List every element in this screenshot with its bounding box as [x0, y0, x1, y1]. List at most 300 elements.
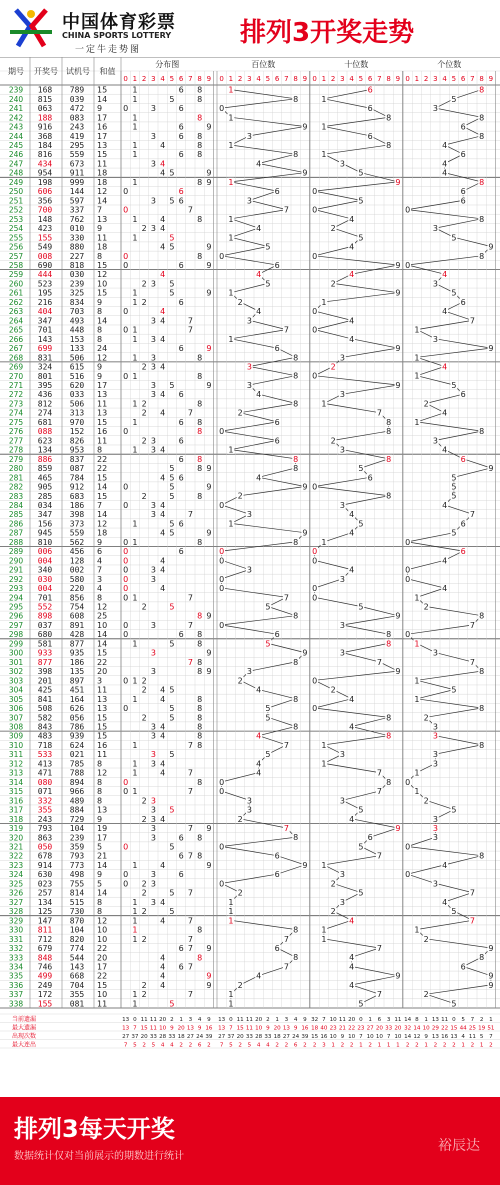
stat-value: 4	[160, 1042, 165, 1049]
period-cell: 308	[8, 722, 24, 732]
stat-value: 1	[179, 1017, 183, 1023]
stat-value: 11	[441, 1017, 449, 1023]
dist-mark: 0	[123, 537, 129, 547]
trend-point: 8	[293, 371, 299, 381]
trend-point: 4	[349, 270, 355, 280]
dist-mark: 9	[206, 344, 212, 354]
trend-point: 6	[367, 131, 373, 141]
period-cell: 270	[8, 371, 24, 381]
trend-point: 4	[349, 962, 355, 972]
header-sum: 和值	[99, 67, 116, 76]
dist-mark: 2	[141, 713, 147, 723]
trend-point: 6	[274, 944, 280, 954]
trial-cell: 128	[69, 556, 85, 566]
trend-point: 1	[321, 934, 327, 944]
trend-point: 4	[349, 334, 355, 344]
sum-cell: 22	[97, 971, 108, 981]
dist-mark: 9	[206, 611, 212, 621]
dist-mark: 0	[123, 371, 129, 381]
period-cell: 293	[8, 584, 24, 594]
trend-point: 4	[256, 731, 262, 741]
sum-cell: 19	[97, 824, 108, 834]
table-row	[9, 270, 165, 279]
number-cell: 712	[37, 934, 53, 944]
sum-cell: 11	[97, 159, 108, 169]
number-cell: 886	[37, 454, 53, 464]
trend-point: 2	[423, 990, 429, 1000]
stat-value: 11	[394, 1017, 402, 1023]
stat-value: 15	[140, 1025, 148, 1032]
digit-header: 0	[312, 75, 317, 83]
sum-cell: 13	[97, 704, 108, 714]
trial-cell: 493	[69, 316, 85, 326]
period-cell: 313	[8, 768, 24, 778]
number-cell: 848	[37, 953, 53, 963]
period-cell: 334	[8, 962, 24, 972]
number-cell: 746	[37, 962, 53, 972]
dist-mark: 6	[178, 150, 184, 160]
table-row	[9, 944, 212, 953]
stat-value: 1	[424, 1042, 428, 1049]
dist-mark: 1	[132, 934, 138, 944]
dist-mark: 5	[169, 196, 175, 206]
sum-cell: 4	[97, 556, 103, 566]
number-cell: 184	[37, 141, 53, 151]
trend-point: 6	[274, 851, 280, 861]
period-cell: 307	[8, 713, 24, 723]
trend-point: 7	[283, 934, 289, 944]
trial-cell: 104	[69, 824, 85, 834]
stat-value: 24	[292, 1034, 300, 1040]
trend-point: 5	[451, 482, 457, 492]
sum-cell: 15	[97, 648, 108, 658]
period-cell: 250	[8, 187, 24, 197]
trend-table	[0, 57, 500, 1097]
trend-point: 1	[321, 150, 327, 160]
table-row	[9, 566, 165, 575]
trend-point: 1	[228, 519, 234, 529]
trial-cell: 033	[69, 390, 85, 400]
dist-mark: 7	[187, 851, 193, 861]
number-cell: 841	[37, 694, 53, 704]
dist-mark: 4	[160, 694, 166, 704]
sum-cell: 7	[97, 500, 103, 510]
table-row	[9, 935, 193, 944]
trial-cell: 544	[69, 953, 85, 963]
stat-value: 13	[186, 1025, 194, 1032]
period-cell: 300	[8, 648, 24, 658]
stat-value: 15	[450, 1025, 458, 1032]
dist-mark: 5	[169, 233, 175, 243]
digit-header: 6	[178, 75, 184, 83]
trend-point: 8	[293, 657, 299, 667]
dist-mark: 6	[178, 122, 184, 132]
trial-cell: 620	[69, 380, 85, 390]
trial-cell: 153	[69, 334, 85, 344]
trend-point: 8	[479, 214, 485, 224]
dist-mark: 7	[187, 962, 193, 972]
period-cell: 253	[8, 214, 24, 224]
trend-point: 8	[386, 777, 392, 787]
sum-cell: 13	[97, 390, 108, 400]
period-cell: 254	[8, 224, 24, 234]
dist-mark: 9	[206, 122, 212, 132]
trend-point: 4	[349, 814, 355, 824]
period-cell: 302	[8, 667, 24, 677]
trial-cell: 456	[69, 547, 85, 557]
sum-cell: 15	[97, 473, 108, 483]
stat-value: 10	[394, 1034, 402, 1040]
stat-value: 22	[348, 1025, 356, 1032]
table-row	[9, 861, 212, 870]
dist-mark: 9	[206, 528, 212, 538]
trial-cell: 489	[69, 796, 85, 806]
period-cell: 289	[8, 547, 24, 557]
table-row	[9, 584, 165, 593]
dist-mark: 3	[150, 759, 156, 769]
period-cell: 322	[8, 851, 24, 861]
dist-mark: 8	[197, 639, 203, 649]
footer-subtitle: 数据统计仅对当前展示的期数进行统计	[14, 1151, 184, 1162]
dist-mark: 6	[178, 962, 184, 972]
dist-mark: 3	[150, 279, 156, 289]
trend-point: 6	[460, 962, 466, 972]
dist-mark: 5	[169, 602, 175, 612]
dist-mark: 1	[132, 417, 138, 427]
number-cell: 581	[37, 639, 53, 649]
period-cell: 266	[8, 334, 24, 344]
trend-point: 5	[358, 233, 364, 243]
period-cell: 332	[8, 944, 24, 954]
dist-mark: 6	[178, 436, 184, 446]
trend-point: 3	[339, 897, 345, 907]
trend-point: 2	[330, 436, 336, 446]
sum-cell: 8	[97, 325, 103, 335]
dist-mark: 0	[123, 325, 129, 335]
number-cell: 549	[37, 242, 53, 252]
trend-point: 4	[256, 759, 262, 769]
stat-value: 9	[170, 1025, 174, 1032]
trend-point: 0	[405, 630, 411, 640]
period-cell: 336	[8, 980, 24, 990]
trend-point: 1	[228, 334, 234, 344]
stat-label: 当前遗漏	[12, 1016, 37, 1023]
number-cell: 395	[37, 380, 53, 390]
stat-value: 13	[218, 1017, 226, 1023]
table-row	[9, 464, 212, 473]
trend-point: 9	[488, 971, 494, 981]
sum-cell: 5	[97, 879, 103, 889]
stat-value: 27	[122, 1034, 130, 1040]
trial-cell: 820	[69, 934, 85, 944]
dist-mark: 4	[160, 953, 166, 963]
digit-header: 5	[265, 75, 271, 83]
sum-cell: 7	[97, 205, 103, 215]
stat-value: 1	[461, 1042, 465, 1049]
stat-value: 11	[236, 1017, 244, 1023]
trend-point: 4	[442, 500, 448, 510]
sum-cell: 15	[97, 731, 108, 741]
trend-point: 9	[302, 168, 308, 178]
trend-point: 3	[246, 565, 252, 575]
sum-cell: 15	[97, 417, 108, 427]
trend-point: 6	[367, 833, 373, 843]
stat-value: 9	[424, 1034, 428, 1040]
number-cell: 274	[37, 408, 53, 418]
table-row	[9, 261, 212, 270]
period-cell: 274	[8, 408, 24, 418]
sum-cell: 12	[97, 916, 108, 926]
trend-point: 3	[339, 159, 345, 169]
trend-point: 7	[376, 944, 382, 954]
stat-value: 7	[219, 1042, 224, 1049]
stat-value: 28	[255, 1034, 263, 1040]
table-row	[9, 279, 175, 288]
stat-value: 51	[487, 1025, 495, 1032]
table-row	[9, 769, 193, 778]
stat-value: 18	[177, 1034, 185, 1040]
dist-mark: 4	[160, 242, 166, 252]
stat-value: 6	[377, 1017, 382, 1023]
trend-point: 1	[414, 325, 420, 335]
number-cell: 030	[37, 574, 53, 584]
table-row	[9, 926, 202, 935]
dist-mark: 6	[178, 297, 184, 307]
number-cell: 680	[37, 630, 53, 640]
trend-point: 5	[358, 168, 364, 178]
stat-value: 10	[159, 1025, 167, 1032]
stat-value: 2	[188, 1042, 193, 1049]
dist-mark: 4	[160, 316, 166, 326]
trend-point: 3	[339, 750, 345, 760]
stat-value: 2	[170, 1017, 174, 1023]
period-cell: 316	[8, 796, 24, 806]
trend-point: 9	[302, 122, 308, 132]
number-cell: 436	[37, 390, 53, 400]
dist-mark: 0	[123, 879, 129, 889]
table-row	[9, 815, 165, 824]
table-row	[9, 326, 193, 335]
stat-value: 9	[266, 1025, 270, 1032]
period-cell: 304	[8, 685, 24, 695]
trend-point: 8	[386, 639, 392, 649]
number-cell: 831	[37, 353, 53, 363]
trend-point: 1	[228, 445, 234, 455]
period-cell: 279	[8, 454, 24, 464]
trial-cell: 703	[69, 307, 85, 317]
stat-value: 16	[320, 1034, 328, 1040]
trend-point: 3	[432, 334, 438, 344]
trend-point: 2	[237, 980, 243, 990]
table-row	[9, 639, 202, 648]
dist-mark: 4	[160, 500, 166, 510]
number-cell: 701	[37, 593, 53, 603]
stat-label: 最大遗漏	[12, 1024, 37, 1032]
trend-point: 1	[414, 694, 420, 704]
dist-mark: 8	[197, 177, 203, 187]
trend-point: 4	[349, 916, 355, 926]
trial-cell: 788	[69, 768, 85, 778]
footer-title: 排列3每天开奖	[14, 1115, 175, 1143]
trend-point: 9	[488, 980, 494, 990]
dist-mark: 0	[123, 574, 129, 584]
digit-header: 8	[293, 75, 298, 83]
number-cell: 552	[37, 602, 53, 612]
trend-point: 0	[405, 565, 411, 575]
stat-value: 14	[413, 1025, 421, 1032]
sum-cell: 8	[97, 787, 103, 797]
trend-point: 5	[265, 242, 271, 252]
table-row	[9, 962, 193, 971]
trial-cell: 762	[69, 214, 85, 224]
trend-point: 6	[460, 196, 466, 206]
trend-point: 4	[256, 307, 262, 317]
sum-cell: 12	[97, 602, 108, 612]
table-row	[9, 252, 202, 261]
sum-cell: 14	[97, 888, 108, 898]
sum-cell: 13	[97, 408, 108, 418]
sum-cell: 21	[97, 851, 108, 861]
dist-mark: 6	[178, 944, 184, 954]
stat-value: 6	[197, 1042, 202, 1049]
trend-point: 4	[256, 685, 262, 695]
trend-point: 7	[469, 316, 475, 326]
dist-mark: 8	[197, 141, 203, 151]
stat-value: 20	[255, 1017, 263, 1023]
table-row	[9, 215, 202, 224]
period-cell: 280	[8, 464, 24, 474]
trend-point: 2	[330, 879, 336, 889]
sum-cell: 9	[97, 371, 103, 381]
trend-point: 4	[349, 242, 355, 252]
table-row	[9, 372, 202, 381]
table-row	[9, 409, 193, 418]
dist-mark: 2	[141, 685, 147, 695]
dist-mark: 2	[141, 888, 147, 898]
stat-value: 2	[207, 1042, 211, 1049]
trend-point: 1	[414, 417, 420, 427]
trial-cell: 837	[69, 454, 85, 464]
trend-point: 4	[256, 473, 262, 483]
stat-value: 2	[312, 1042, 317, 1049]
dist-mark: 0	[123, 704, 129, 714]
trend-point: 2	[237, 297, 243, 307]
sum-cell: 12	[97, 187, 108, 197]
sum-cell: 10	[97, 279, 108, 289]
table-row	[9, 953, 202, 962]
table-row	[9, 630, 202, 639]
period-cell: 275	[8, 417, 24, 427]
trend-point: 2	[330, 224, 336, 234]
sum-cell: 12	[97, 353, 108, 363]
period-cell: 281	[8, 473, 24, 483]
table-row	[9, 796, 156, 805]
trial-cell: 856	[69, 593, 85, 603]
trend-point: 6	[274, 870, 280, 880]
trend-point: 5	[265, 279, 271, 289]
sum-cell: 9	[97, 297, 103, 307]
dist-mark: 4	[160, 390, 166, 400]
trial-cell: 135	[69, 667, 85, 677]
trial-cell: 939	[69, 731, 85, 741]
stat-value: 2	[489, 1042, 493, 1049]
stat-value: 15	[236, 1025, 244, 1032]
trend-point: 6	[460, 187, 466, 197]
trial-cell: 880	[69, 242, 85, 252]
trend-point: 5	[451, 94, 457, 104]
dist-mark: 5	[169, 750, 175, 760]
dist-mark: 9	[206, 261, 212, 270]
trial-cell: 894	[69, 777, 85, 787]
dist-mark: 1	[132, 990, 138, 1000]
stat-value: 1	[359, 1042, 363, 1049]
trend-point: 3	[432, 436, 438, 446]
digit-header: 4	[442, 75, 447, 83]
trial-cell: 355	[69, 990, 85, 1000]
dist-mark: 3	[150, 750, 156, 760]
trial-cell: 562	[69, 537, 85, 547]
trial-cell: 081	[69, 999, 85, 1009]
period-cell: 314	[8, 777, 24, 787]
table-row	[9, 390, 184, 399]
trend-point: 3	[432, 833, 438, 843]
trend-point: 4	[256, 768, 262, 778]
number-cell: 434	[37, 159, 53, 169]
period-cell: 272	[8, 390, 24, 400]
stat-value: 11	[338, 1017, 346, 1023]
trend-point: 8	[293, 925, 299, 935]
dist-mark: 7	[187, 325, 193, 335]
table-row	[9, 907, 175, 916]
dist-mark: 7	[187, 944, 193, 954]
trend-point: 2	[423, 602, 429, 612]
digit-header: 3	[151, 75, 156, 83]
trend-point: 8	[386, 713, 392, 723]
trend-point: 5	[451, 907, 457, 917]
sum-cell: 8	[97, 307, 103, 317]
dist-mark: 6	[178, 261, 184, 270]
number-cell: 008	[37, 251, 53, 261]
table-row	[9, 695, 202, 704]
stat-value: 7	[489, 1034, 493, 1040]
dist-mark: 1	[132, 925, 138, 935]
stat-value: 6	[293, 1042, 298, 1049]
period-cell: 325	[8, 879, 24, 889]
stat-value: 0	[133, 1017, 137, 1023]
trend-point: 7	[469, 620, 475, 630]
digit-header: 2	[141, 75, 147, 83]
trend-point: 4	[349, 528, 355, 538]
stat-value: 21	[338, 1025, 346, 1032]
digit-header: 9	[302, 75, 308, 83]
dist-mark: 6	[178, 85, 184, 95]
sum-cell: 16	[97, 740, 108, 750]
sum-cell: 11	[97, 436, 108, 446]
dist-mark: 8	[197, 85, 203, 95]
trend-point: 1	[321, 740, 327, 750]
period-cell: 278	[8, 445, 24, 455]
dist-mark: 6	[178, 630, 184, 640]
trend-point: 5	[358, 805, 364, 815]
trend-point: 3	[339, 390, 345, 400]
table-row	[9, 658, 202, 667]
dist-mark: 7	[187, 593, 193, 603]
dist-mark: 0	[123, 556, 129, 566]
dist-mark: 7	[187, 990, 193, 1000]
number-cell: 216	[37, 297, 53, 307]
trend-point: 3	[339, 620, 345, 630]
number-cell: 368	[37, 131, 53, 141]
